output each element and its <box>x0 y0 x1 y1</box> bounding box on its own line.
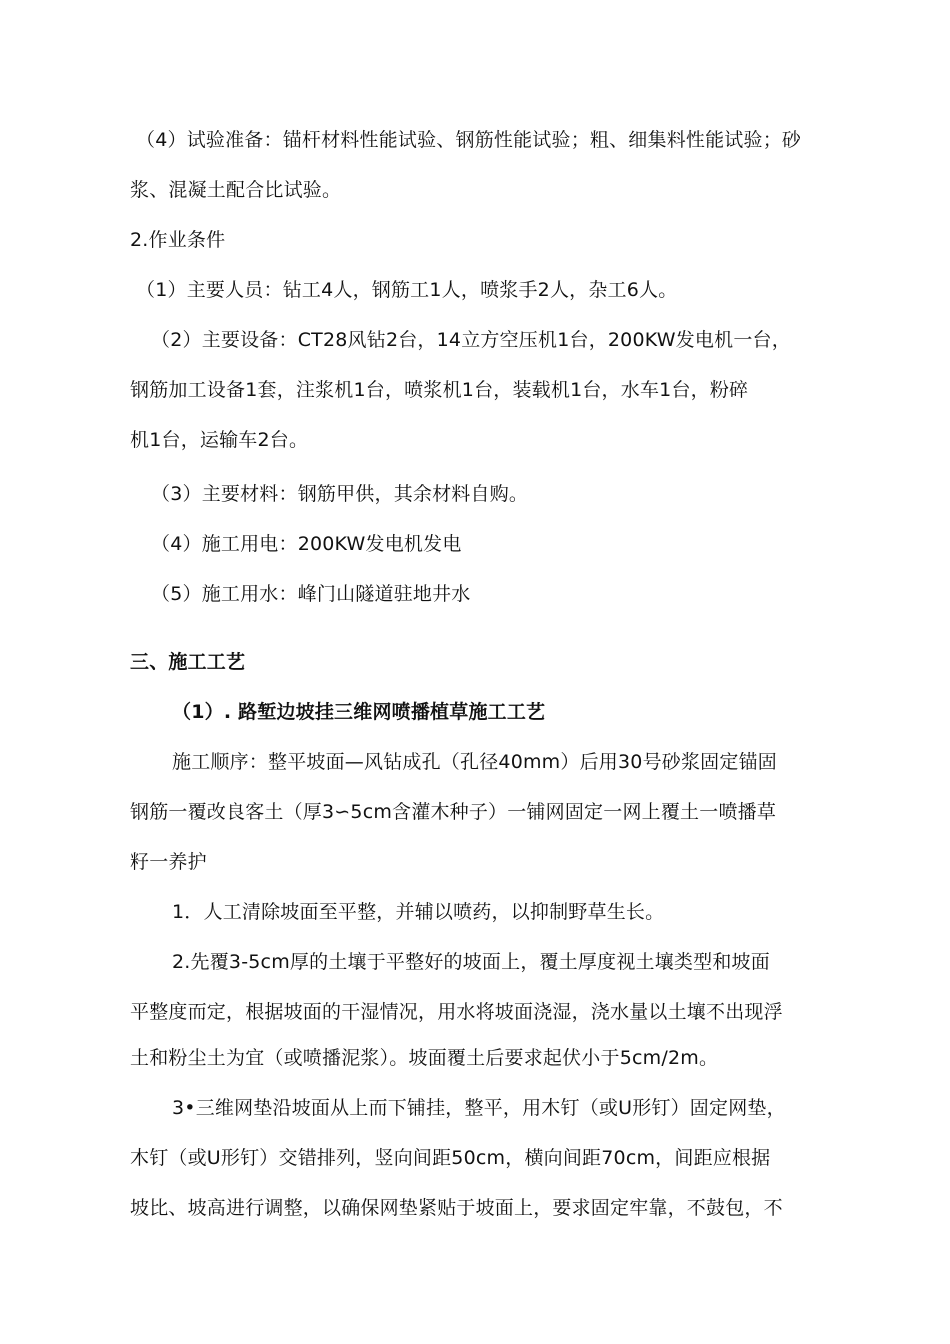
text-line: 钢筋加工设备1套，注浆机1台，喷浆机1台，装载机1台，水车1台，粉碎 <box>130 379 749 401</box>
text-line: 土和粉尘土为宜（或喷播泥浆）。坡面覆土后要求起伏小于5cm/2m。 <box>130 1047 719 1069</box>
text-line: 木钉（或U形钉）交错排列，竖向间距50cm，横向间距70cm，间距应根据 <box>130 1147 771 1169</box>
text-line: （5）施工用水：峰门山隧道驻地井水 <box>151 583 471 605</box>
text-line: 坡比、坡高进行调整，以确保网垫紧贴于坡面上，要求固定牢靠，不鼓包，不 <box>130 1197 783 1219</box>
text-line: 施工顺序：整平坡面—风钻成孔（孔径40mm）后用30号砂浆固定锚固 <box>172 751 777 773</box>
text-line: （4）试验准备：锚杆材料性能试验、钢筋性能试验；粗、细集料性能试验；砂 <box>136 129 802 151</box>
text-line: 3•三维网垫沿坡面从上而下铺挂，整平，用木钉（或U形钉）固定网垫， <box>172 1097 786 1119</box>
text-line: （2）主要设备：CT28风钻2台，14立方空压机1台，200KW发电机一台， <box>151 329 791 351</box>
subsection-heading: （1）. 路堑边坡挂三维网喷播植草施工工艺 <box>172 701 546 723</box>
text-line: （3）主要材料：钢筋甲供，其余材料自购。 <box>151 483 529 505</box>
text-line: （1）主要人员：钻工4人，钢筋工1人，喷浆手2人，杂工6人。 <box>136 279 678 301</box>
text-line: 1．人工清除坡面至平整，并辅以喷药，以抑制野草生长。 <box>172 901 665 923</box>
text-line: 籽一养护 <box>130 851 207 873</box>
section-heading: 三、施工工艺 <box>130 651 246 673</box>
text-line: 浆、混凝土配合比试验。 <box>130 179 342 201</box>
text-line: 钢筋一覆改良客土（厚3∽5cm含灌木种子）一铺网固定一网上覆土一喷播草 <box>130 801 777 823</box>
section-heading: 2.作业条件 <box>130 229 226 251</box>
text-line: 平整度而定，根据坡面的干湿情况，用水将坡面浇湿，浇水量以土壤不出现浮 <box>130 1001 783 1023</box>
text-line: （4）施工用电：200KW发电机发电 <box>151 533 462 555</box>
text-line: 2.先覆3-5cm厚的土壤于平整好的坡面上，覆土厚度视土壤类型和坡面 <box>172 951 770 973</box>
text-line: 机1台，运输车2台。 <box>130 429 309 451</box>
